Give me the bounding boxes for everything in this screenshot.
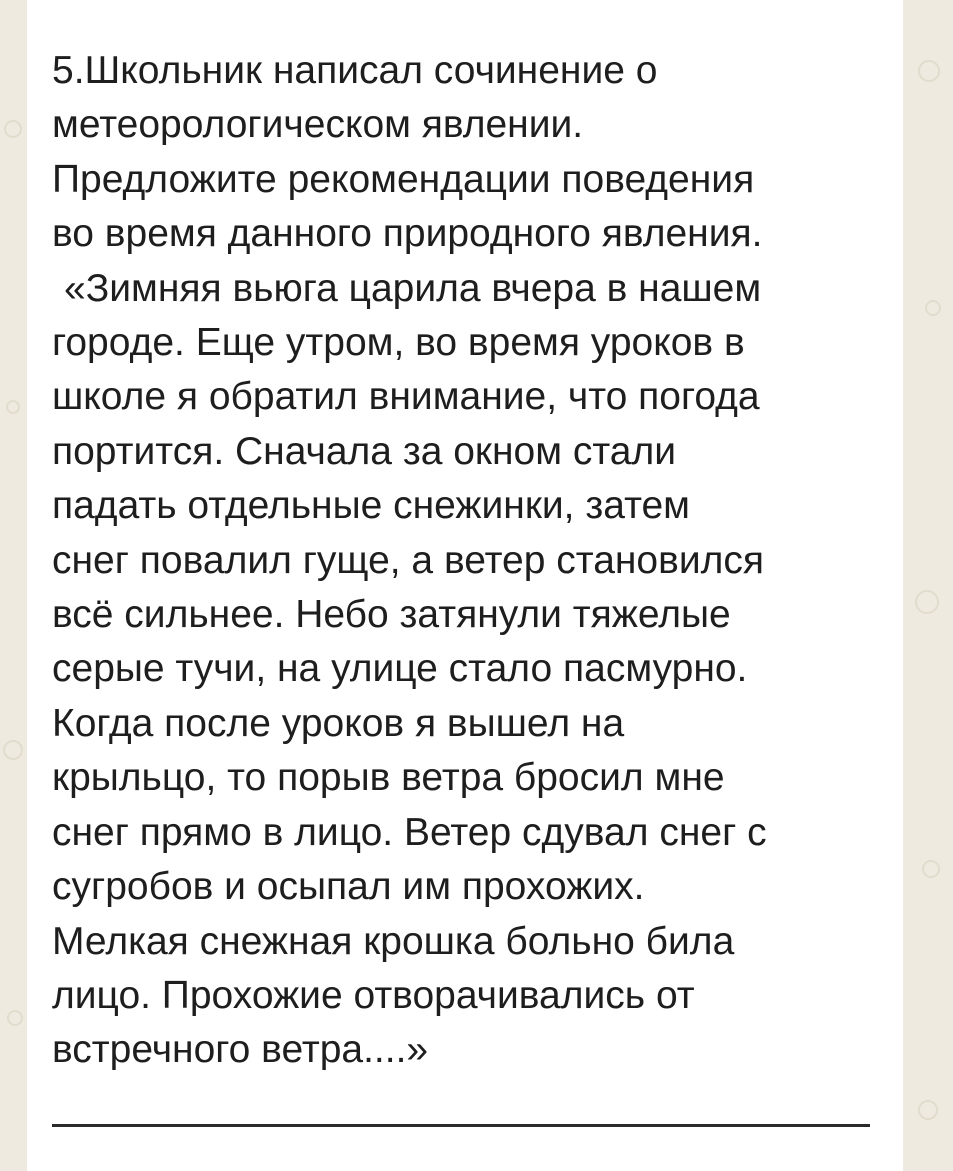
wallpaper-doodle bbox=[4, 120, 22, 138]
wallpaper-doodle bbox=[915, 590, 939, 614]
message-line: падать отдельные снежинки, затем bbox=[52, 484, 690, 528]
message-line: снег прямо в лицо. Ветер сдувал снег с bbox=[52, 810, 767, 854]
wallpaper-doodle bbox=[925, 300, 941, 316]
message-line: 5.Школьник написал сочинение о bbox=[52, 49, 658, 92]
wallpaper-doodle bbox=[7, 1010, 23, 1026]
message-line: крыльцо, то порыв ветра бросил мне bbox=[52, 756, 725, 800]
message-line: лицо. Прохожие отворачивались от bbox=[52, 973, 695, 1017]
wallpaper-doodle bbox=[3, 740, 23, 760]
wallpaper-doodle bbox=[918, 1100, 938, 1120]
message-line: портится. Сначала за окном стали bbox=[52, 429, 677, 473]
message-line: во время данного природного явления. bbox=[52, 212, 763, 256]
message-line: метеорологическом явлении. bbox=[52, 103, 584, 147]
answer-underline bbox=[52, 1124, 870, 1127]
message-line: снег повалил гуще, а ветер становился bbox=[52, 538, 764, 582]
message-line: Когда после уроков я вышел на bbox=[52, 701, 625, 745]
message-line: «Зимняя вьюга царила вчера в нашем bbox=[64, 266, 762, 310]
message-line: серые тучи, на улице стало пасмурно. bbox=[52, 647, 748, 691]
message-text bbox=[52, 44, 892, 1078]
message-line: Мелкая снежная крошка больно била bbox=[52, 919, 735, 963]
message-line: всё сильнее. Небо затянули тяжелые bbox=[52, 593, 731, 637]
wallpaper-doodle bbox=[6, 400, 20, 414]
message-line: городе. Еще утром, во время уроков в bbox=[52, 321, 745, 365]
wallpaper-doodle bbox=[922, 860, 940, 878]
message-line: сугробов и осыпал им прохожих. bbox=[52, 865, 645, 909]
message-line: встречного ветра....» bbox=[52, 1028, 429, 1072]
message-line: школе я обратил внимание, что погода bbox=[52, 375, 760, 419]
message-line: Предложите рекомендации поведения bbox=[52, 157, 755, 201]
wallpaper-doodle bbox=[918, 60, 940, 82]
